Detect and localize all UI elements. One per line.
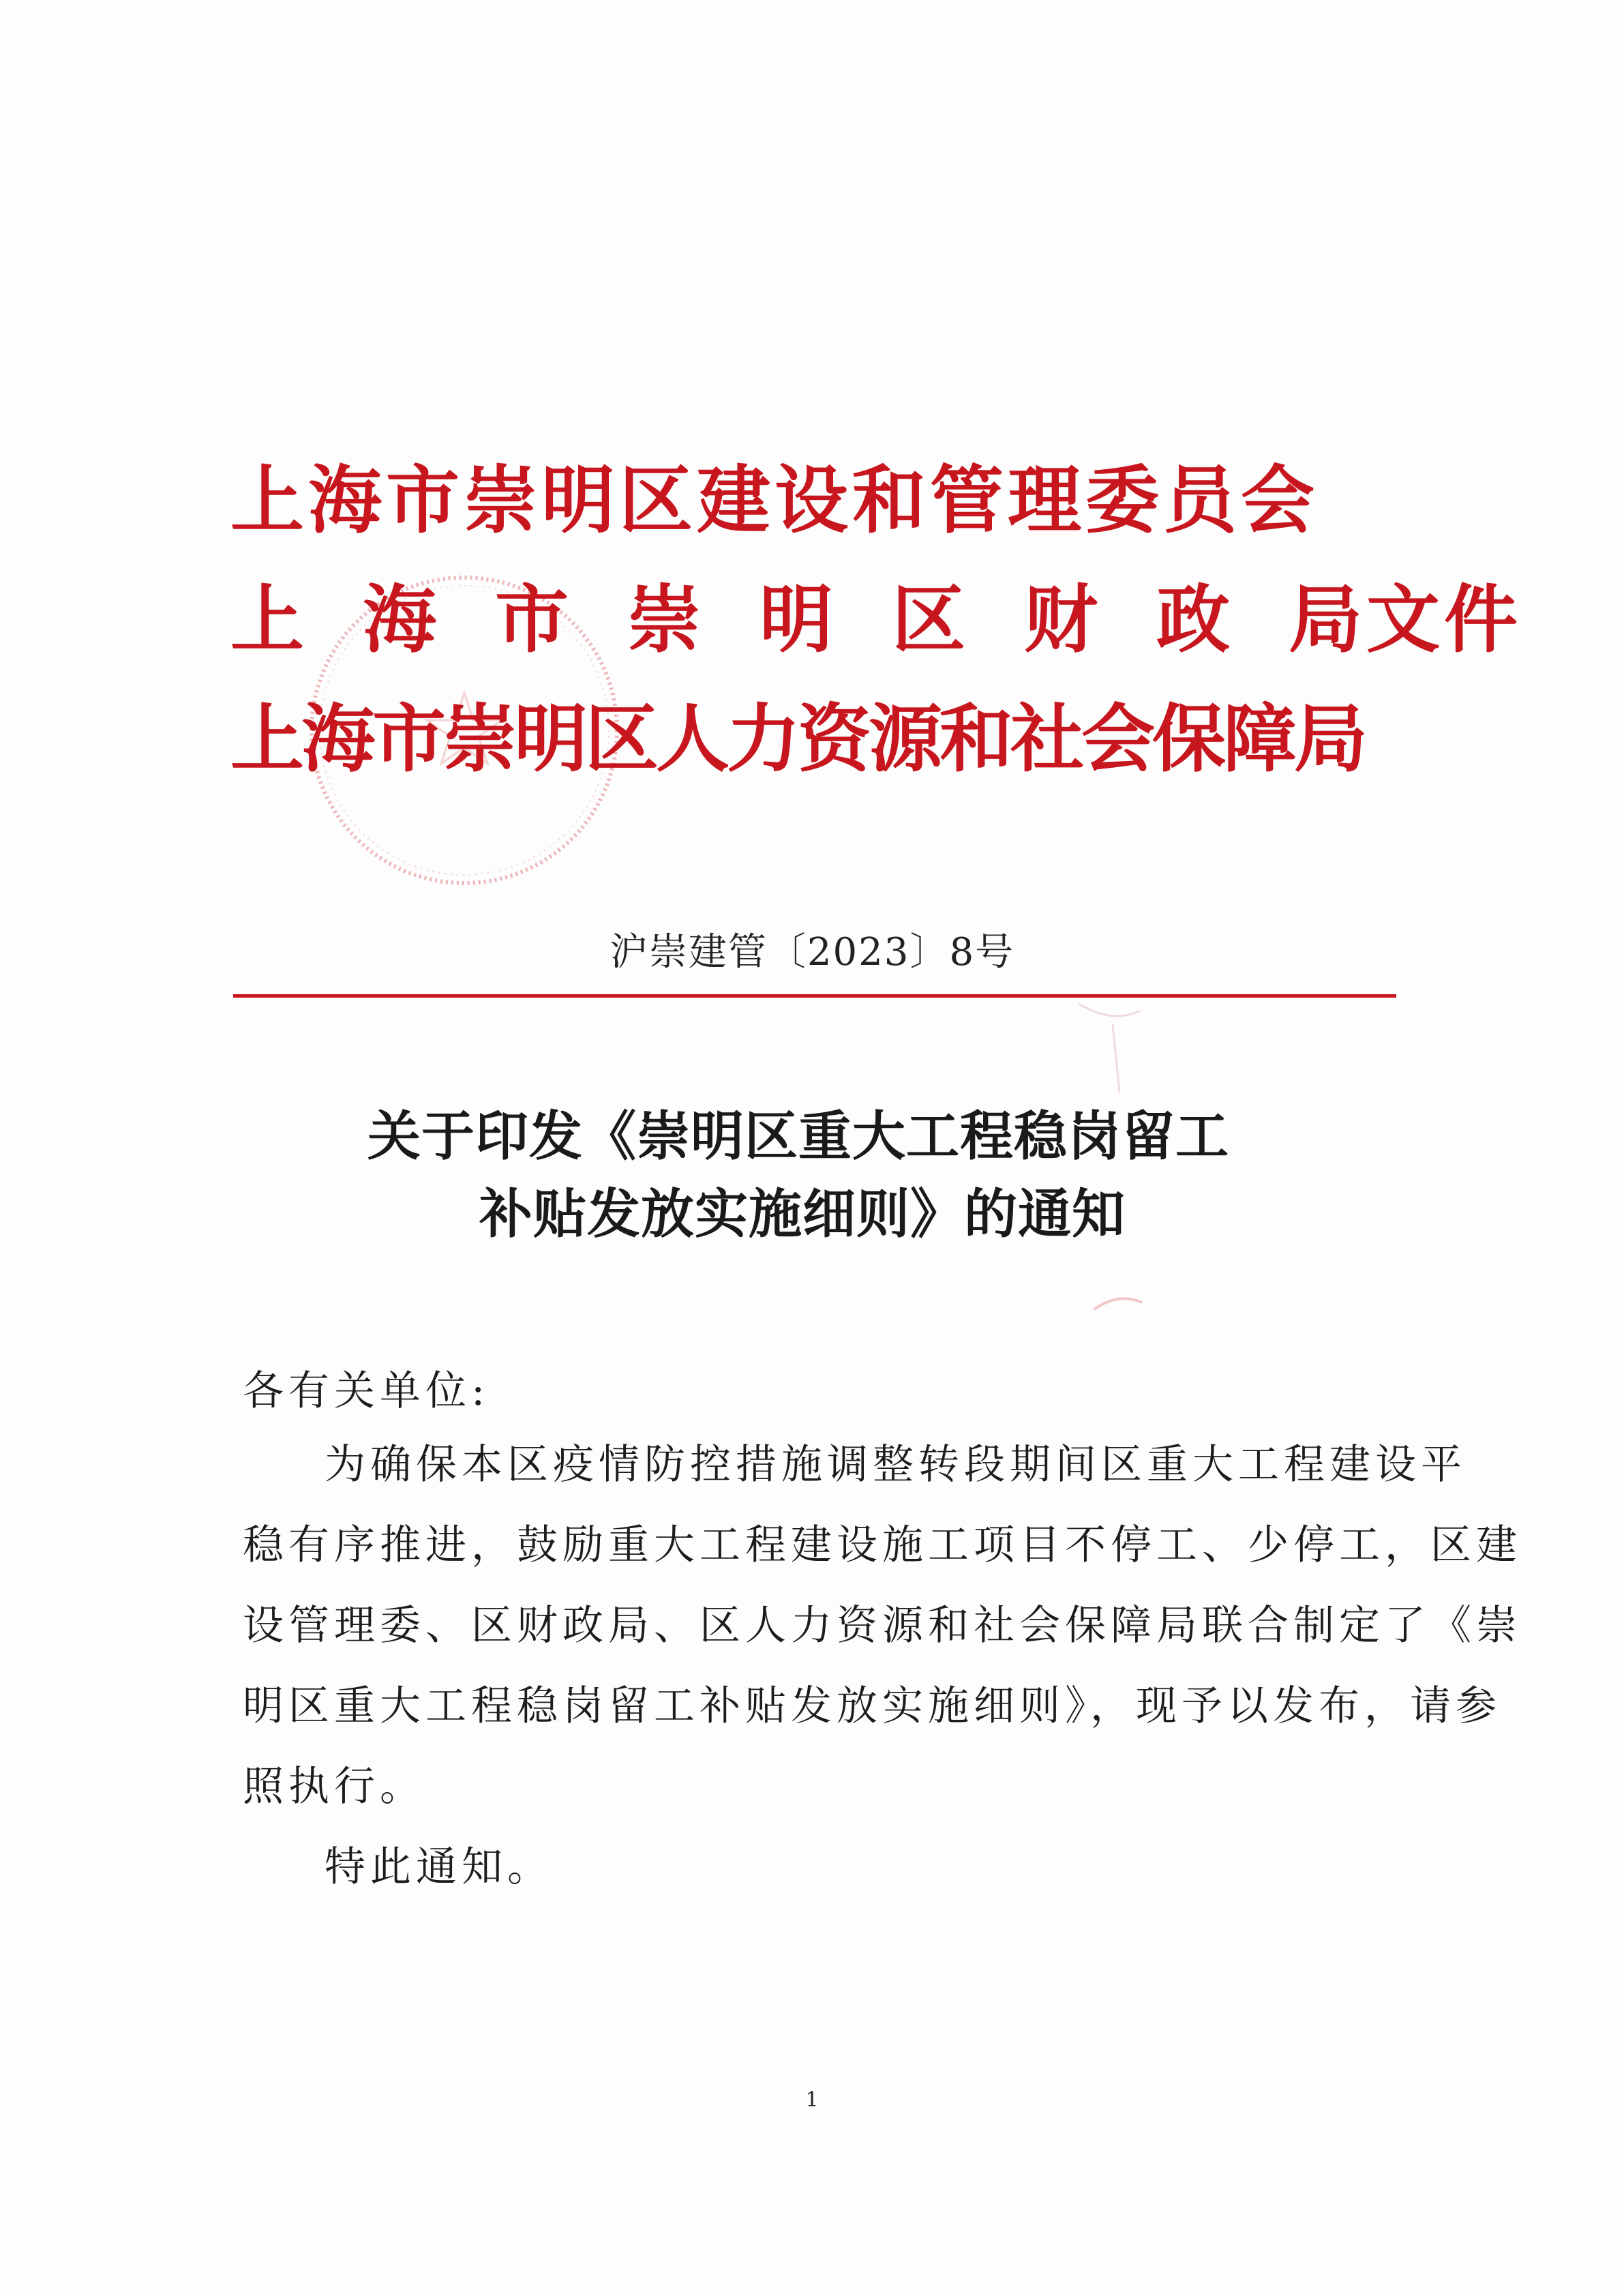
document-number: 沪崇建管〔2023〕8号 — [609, 930, 1015, 974]
salutation: 各有关单位: — [243, 1367, 490, 1415]
red-divider-line — [233, 994, 1396, 998]
paragraph-line: 设管理委、区财政局、区人力资源和社会保障局联合制定了《崇 — [243, 1602, 1522, 1650]
scan-artifact-icon — [1091, 1289, 1145, 1316]
paragraph-line: 稳有序推进，鼓励重大工程建设施工项目不停工、少停工，区建 — [243, 1521, 1522, 1569]
issuer-line-hr-bureau: 上海市崇明区人力资源和社会保障局 — [230, 696, 1366, 782]
paragraph-line: 明区重大工程稳岗留工补贴发放实施细则》，现予以发布，请参 — [243, 1682, 1501, 1730]
issuer-line-construction-committee: 上海市崇明区建设和管理委员会 — [230, 458, 1319, 543]
document-title-line-2: 补贴发放实施细则》的通知 — [479, 1183, 1126, 1245]
paragraph-line: 照执行。 — [243, 1763, 425, 1810]
page-number: 1 — [805, 2088, 819, 2112]
paragraph-line: 为确保本区疫情防控措施调整转段期间区重大工程建设平 — [325, 1441, 1467, 1489]
closing-remark: 特此通知。 — [325, 1843, 553, 1891]
issuer-line-finance-bureau-name: 上海市崇明区财政 — [230, 577, 1289, 663]
scan-artifact-icon — [1072, 997, 1154, 1099]
issuer-line-finance-bureau — [230, 577, 1522, 663]
document-title-line-1: 关于印发《崇明区重大工程稳岗留工 — [367, 1105, 1229, 1167]
issuer-line-document-suffix: 局文件 — [1289, 577, 1522, 663]
